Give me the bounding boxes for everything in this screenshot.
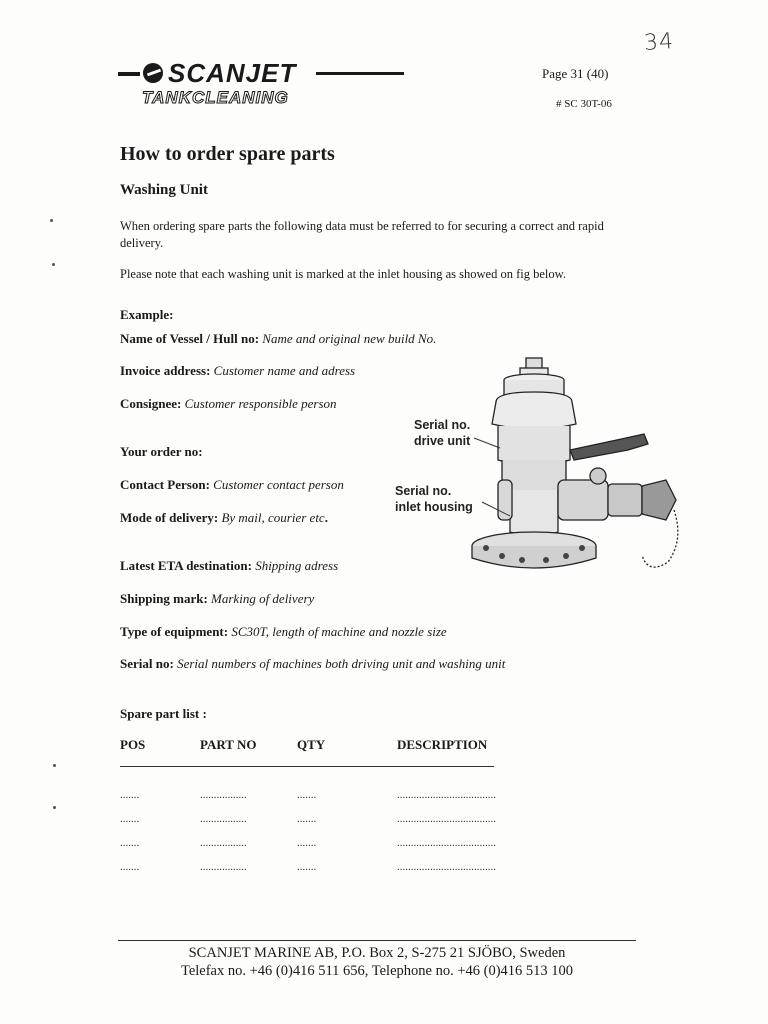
table-cell: .......: [297, 861, 317, 873]
scan-speck: [53, 806, 56, 809]
col-header-part-no: PART NO: [200, 737, 257, 752]
table-cell: .......: [297, 837, 317, 849]
field-contact-person: Contact Person: Customer contact person: [120, 477, 344, 492]
table-cell: ....................................: [397, 837, 496, 849]
callout-drive-line1: Serial no.: [414, 418, 471, 432]
washing-unit-figure: [398, 350, 698, 590]
table-cell: ....................................: [397, 813, 496, 825]
logo-subtitle: TANKCLEANING: [142, 88, 289, 107]
table-cell: ....................................: [397, 789, 496, 801]
field-latest-eta: Latest ETA destination: Shipping adress: [120, 558, 339, 573]
callout-inlet-line1: Serial no.: [395, 484, 452, 498]
field-mode-of-delivery: Mode of delivery: By mail, courier etc.: [120, 510, 328, 525]
callout-inlet-line2: inlet housing: [395, 500, 473, 514]
intro-paragraph: When ordering spare parts the following data must be referred to for securing a correct and rapid delivery.: [120, 219, 604, 250]
col-header-pos: POS: [120, 737, 146, 752]
logo-bar-right: [316, 72, 404, 75]
footer-contact: Telefax no. +46 (0)416 511 656, Telephone no. +46 (0)416 513 100: [180, 963, 574, 979]
spare-part-list-label: Spare part list :: [120, 706, 207, 721]
table-cell: .......: [120, 789, 140, 801]
scan-speck: [50, 219, 53, 222]
field-vessel: Name of Vessel / Hull no: Name and original new build No.: [120, 331, 437, 346]
callout-drive-line2: drive unit: [414, 434, 471, 448]
field-invoice-address: Invoice address: Customer name and adress: [120, 363, 356, 378]
handwritten-page-number: 34: [643, 28, 675, 57]
field-type-of-equipment: Type of equipment: SC30T, length of machine and nozzle size: [120, 624, 447, 639]
field-consignee: Consignee: Customer responsible person: [120, 396, 337, 411]
page-indicator: Page 31 (40): [542, 66, 609, 81]
table-cell: .................: [200, 861, 247, 873]
field-shipping-mark: Shipping mark: Marking of delivery: [120, 591, 315, 606]
table-header-rule: [120, 766, 494, 767]
scan-speck: [52, 263, 55, 266]
field-serial-no: Serial no: Serial numbers of machines both driving unit and washing unit: [120, 656, 506, 671]
scan-speck: [53, 764, 56, 767]
logo-wordmark: SCANJET: [168, 58, 297, 88]
col-header-qty: QTY: [297, 737, 326, 752]
note-paragraph: Please note that each washing unit is marked at the inlet housing as showed on fig below.: [120, 267, 566, 281]
footer-rule: [118, 940, 636, 941]
table-cell: .......: [120, 837, 140, 849]
table-cell: .................: [200, 837, 247, 849]
field-order-no: Your order no:: [120, 444, 203, 459]
document-number: # SC 30T-06: [556, 98, 612, 110]
table-cell: .......: [120, 813, 140, 825]
page-title: How to order spare parts: [120, 143, 335, 165]
table-cell: .......: [297, 813, 317, 825]
col-header-description: DESCRIPTION: [397, 737, 488, 752]
callout-drive-unit: [414, 417, 470, 449]
table-cell: .................: [200, 813, 247, 825]
section-title: Washing Unit: [120, 182, 208, 198]
table-cell: .................: [200, 789, 247, 801]
scanjet-logo: [118, 58, 418, 114]
footer-address: SCANJET MARINE AB, P.O. Box 2, S-275 21 SJÖBO, Sweden: [188, 945, 566, 961]
callout-inlet-housing: [395, 483, 473, 515]
table-cell: .......: [120, 861, 140, 873]
logo-bar-left: [118, 72, 140, 76]
logo-ball-icon: [143, 63, 163, 83]
table-cell: .......: [297, 789, 317, 801]
table-cell: ....................................: [397, 861, 496, 873]
washing-unit-drawing: [398, 350, 698, 590]
example-label: Example:: [120, 307, 174, 322]
